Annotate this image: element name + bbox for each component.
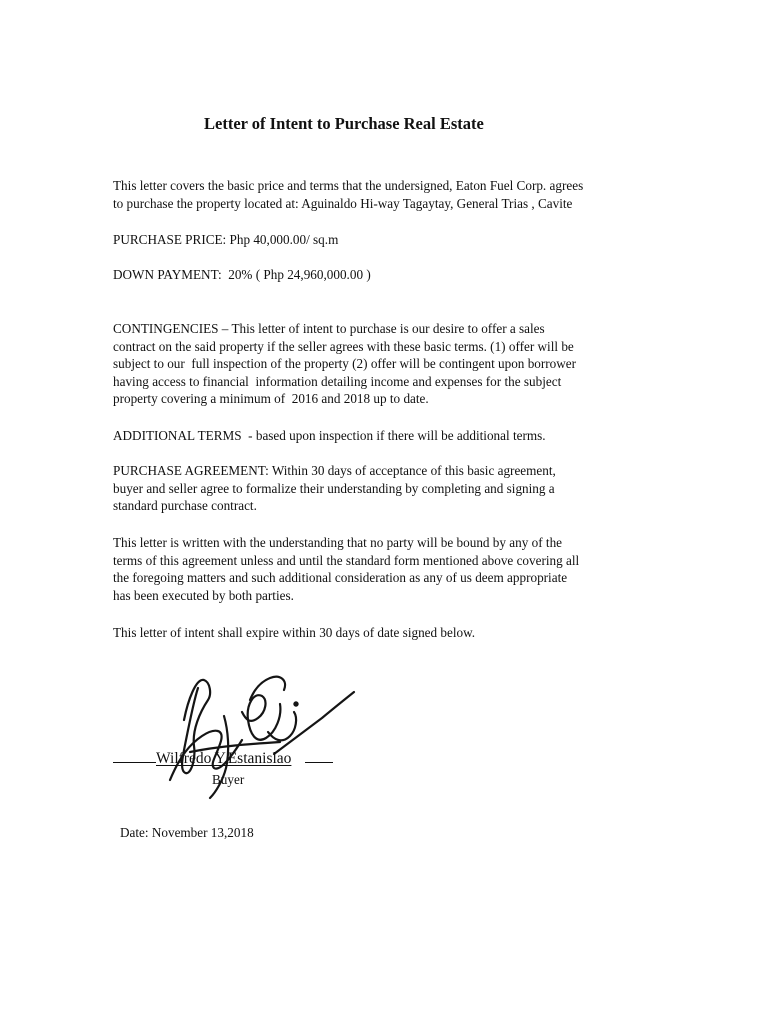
text-line: standard purchase contract. bbox=[113, 498, 257, 514]
down-payment-paragraph bbox=[113, 266, 673, 284]
signature-underline-left bbox=[113, 748, 156, 763]
signature-underline-right bbox=[305, 748, 333, 763]
text-line: DOWN PAYMENT: 20% ( Php 24,960,000.00 ) bbox=[113, 267, 371, 282]
text-line: the foregoing matters and such additional consideration as any of us deem appropriate bbox=[113, 570, 568, 586]
text-line: This letter is written with the understanding that no party will be bound by any of the bbox=[113, 535, 563, 550]
intro-paragraph bbox=[113, 177, 673, 212]
text-line: contract on the said property if the seller agrees with these basic terms. (1) offer will be bbox=[113, 338, 574, 354]
text-line: to purchase the property located at: Aguinaldo Hi-way Tagaytay, General Trias , Cavite bbox=[113, 195, 573, 211]
text-line: buyer and seller agree to formalize their understanding by completing and signing a bbox=[113, 480, 555, 496]
text-line: has been executed by both parties. bbox=[113, 587, 294, 603]
text-line: subject to our full inspection of the property (2) offer will be contingent upon borrower bbox=[113, 356, 577, 372]
text-line: This letter covers the basic price and terms that the undersigned, Eaton Fuel Corp. agrees bbox=[113, 178, 584, 193]
text-line: This letter of intent shall expire within 30 days of date signed below. bbox=[113, 625, 476, 640]
contingencies-paragraph bbox=[113, 320, 673, 408]
signed-date: Date: November 13,2018 bbox=[120, 825, 254, 840]
signer-role: Buyer bbox=[212, 772, 245, 787]
additional-terms-paragraph bbox=[113, 427, 673, 445]
expiry-paragraph bbox=[113, 624, 673, 642]
handwritten-signature bbox=[150, 660, 360, 805]
understanding-paragraph bbox=[113, 534, 673, 604]
signer-name: Wilfredo Y.Estanislao bbox=[156, 750, 292, 767]
text-line: having access to financial information detailing income and expenses for the subject bbox=[113, 373, 562, 389]
text-line: CONTINGENCIES – This letter of intent to purchase is our desire to offer a sales bbox=[113, 321, 545, 336]
purchase-price-paragraph bbox=[113, 231, 673, 249]
text-line: PURCHASE PRICE: Php 40,000.00/ sq.m bbox=[113, 232, 339, 247]
text-line: PURCHASE AGREEMENT: Within 30 days of acceptance of this basic agreement, bbox=[113, 463, 556, 478]
purchase-agreement-paragraph bbox=[113, 462, 673, 515]
signature-line bbox=[113, 748, 333, 768]
text-line: terms of this agreement unless and until the standard form mentioned above covering all bbox=[113, 552, 580, 568]
document-title: Letter of Intent to Purchase Real Estate bbox=[204, 114, 484, 133]
text-line: property covering a minimum of 2016 and 2018 up to date. bbox=[113, 391, 429, 407]
text-line: ADDITIONAL TERMS - based upon inspection if there will be additional terms. bbox=[113, 428, 546, 443]
